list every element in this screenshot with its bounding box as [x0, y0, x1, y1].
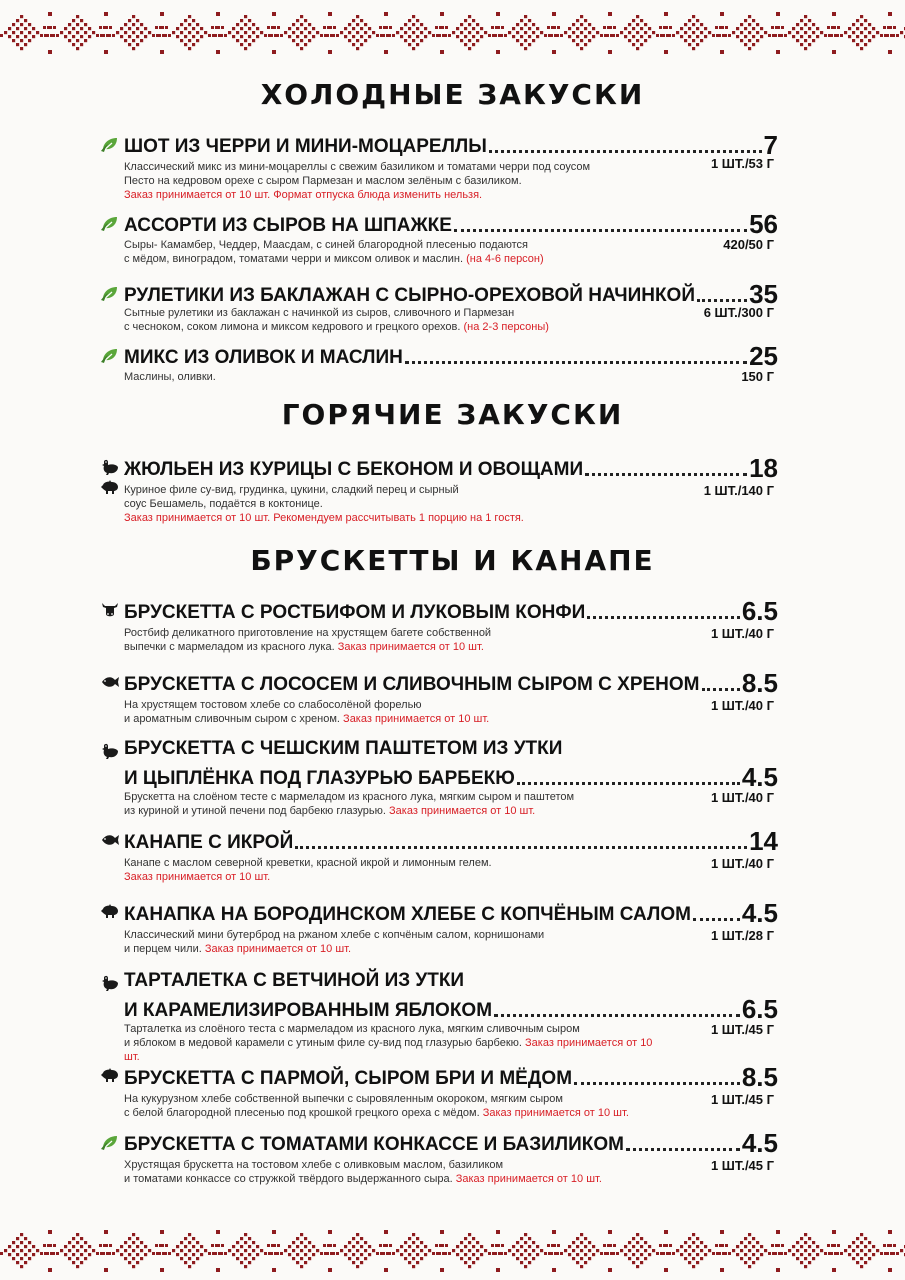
ornament-motif — [100, 1233, 167, 1268]
leaf-icon — [100, 214, 120, 232]
dot-leader — [702, 687, 740, 691]
order-note: Заказ принимается от 10 шт. — [455, 1173, 602, 1185]
order-note: (на 4-6 персон) — [466, 253, 544, 265]
item-name: И ЦЫПЛЁНКА ПОД ГЛАЗУРЬЮ БАРБЕКЮ — [124, 768, 515, 789]
ornament-motif — [156, 15, 223, 50]
chicken-icon — [100, 974, 120, 992]
chicken-icon — [100, 458, 120, 476]
item-name-line1: БРУСКЕТТА С ЧЕШСКИМ ПАШТЕТОМ ИЗ УТКИ — [124, 738, 563, 759]
item-desc-line2 — [124, 1172, 664, 1186]
item-description — [124, 1092, 664, 1120]
item-description — [124, 856, 664, 884]
item-desc-line2 — [124, 497, 664, 511]
item-name: МИКС ИЗ ОЛИВОК И МАСЛИН — [124, 347, 403, 368]
item-price: 18 — [749, 453, 778, 483]
item-desc-line2-text: и томатами конкассе со стружкой твёрдого выдержанного сыра. — [124, 1173, 453, 1185]
ornament-motif — [44, 1233, 111, 1268]
order-note: Заказ принимается от 10 шт. — [482, 1107, 629, 1119]
order-note: Заказ принимается от 10 шт. — [204, 943, 352, 955]
cow-icon — [100, 601, 120, 619]
chicken-icon — [100, 742, 120, 760]
item-description — [124, 483, 664, 525]
ornament-motif — [380, 1233, 447, 1268]
ornament-border-bottom — [0, 1218, 905, 1280]
item-portion: 1 ШТ./40 Г — [710, 626, 774, 641]
item-desc-line2-text: с чесноком, соком лимона и миксом кедрового и грецкого орехов. — [124, 321, 461, 333]
item-portion: 1 ШТ./40 Г — [710, 856, 774, 871]
item-desc-line1: Сыры- Камамбер, Чеддер, Маасдам, с синей благородной плесенью подаются — [124, 239, 528, 251]
item-price: 6.5 — [741, 994, 778, 1024]
item-desc-line1: Классический мини бутерброд на ржаном хлебе с копчёным салом, корнишонами — [124, 929, 545, 941]
item-desc-line1: Тарталетка из слоёного теста с мармеладом из красного лука, мягким сливочным сыром — [124, 1023, 580, 1035]
ornament-motif — [548, 1233, 615, 1268]
ornament-motif — [44, 15, 111, 50]
item-desc-line1: Хрустящая брускетта на тостовом хлебе с оливковым маслом, базиликом — [124, 1159, 504, 1171]
item-desc-line2 — [124, 640, 664, 654]
item-description — [124, 238, 664, 266]
dot-leader — [693, 917, 740, 921]
item-price: 25 — [749, 341, 778, 371]
item-desc-line1: Ростбиф деликатного приготовление на хрустящем багете собственной — [124, 627, 492, 639]
dot-leader — [494, 1013, 740, 1017]
item-desc-line2-text: и яблоком в медовой карамели с утиным филе су-вид под глазурью барбекю. — [124, 1037, 522, 1049]
item-price: 8.5 — [741, 668, 778, 698]
item-description — [124, 370, 664, 384]
item-desc-line2-text: с мёдом, виноградом, томатами черри и миксом оливок и маслин. — [124, 253, 464, 265]
ornament-motif — [324, 1233, 391, 1268]
ornament-border-top — [0, 0, 905, 62]
item-description — [124, 928, 664, 956]
item-price: 7 — [763, 130, 778, 160]
item-portion: 1 ШТ./40 Г — [710, 698, 774, 713]
section-title-hot: ГОРЯЧИЕ ЗАКУСКИ — [281, 398, 624, 431]
item-desc-line2-text: и перцем чили. — [124, 943, 202, 955]
dot-leader — [587, 615, 740, 619]
ornament-motif — [0, 15, 55, 50]
item-name: АССОРТИ ИЗ СЫРОВ НА ШПАЖКЕ — [124, 215, 452, 236]
item-price: 35 — [749, 279, 778, 309]
item-name-line1: ТАРТАЛЕТКА С ВЕТЧИНОЙ ИЗ УТКИ — [124, 970, 465, 991]
item-description — [124, 1158, 664, 1186]
ornament-motif — [772, 1233, 839, 1268]
item-portion: 1 ШТ./45 Г — [710, 1158, 774, 1173]
item-desc-line2 — [124, 1106, 664, 1120]
order-note: Заказ принимается от 10 шт. — [343, 713, 490, 725]
item-desc-line2 — [124, 804, 664, 818]
section-title-bruschetta: БРУСКЕТТЫ И КАНАПЕ — [250, 544, 655, 577]
item-desc-line2-text: выпечки с мармеладом из красного лука. — [124, 641, 335, 653]
order-note: Заказ принимается от 10 шт. — [389, 805, 536, 817]
section-title-cold: ХОЛОДНЫЕ ЗАКУСКИ — [260, 78, 645, 111]
item-name: КАНАПЕ С ИКРОЙ — [124, 832, 294, 853]
ornament-motif — [884, 15, 905, 50]
item-portion: 6 ШТ./300 Г — [703, 305, 774, 320]
ornament-motif — [884, 1233, 905, 1268]
dot-leader — [517, 781, 740, 785]
item-desc-line1: Сытные рулетики из баклажан с начинкой из сыров, сливочного и Пармезан — [124, 307, 515, 319]
ornament-motif — [100, 15, 167, 50]
pig-icon — [100, 1067, 120, 1085]
item-desc-line1: Маслины, оливки. — [124, 371, 216, 383]
item-price: 4.5 — [741, 762, 778, 792]
item-desc-line2 — [124, 320, 664, 334]
item-desc-line1: Классический микс из мини-моцареллы с свежим базиликом и томатами черри под соусом — [124, 161, 591, 173]
item-desc-line2-text: соус Бешамель, подаётся в коктонице. — [124, 498, 323, 510]
pig-icon — [100, 903, 120, 921]
item-desc-line2 — [124, 252, 664, 266]
item-desc-line1: На кукурузном хлебе собственной выпечки с сыровяленным окороком, мягким сыром — [124, 1093, 563, 1105]
item-price: 6.5 — [741, 596, 778, 626]
ornament-motif — [156, 1233, 223, 1268]
ornament-motif — [660, 15, 727, 50]
item-description — [124, 698, 664, 726]
item-description — [124, 1022, 664, 1064]
ornament-motif — [0, 1233, 55, 1268]
item-description — [124, 626, 664, 654]
ornament-motif — [324, 15, 391, 50]
item-portion: 1 ШТ./45 Г — [710, 1092, 774, 1107]
ornament-motif — [548, 15, 615, 50]
dot-leader — [295, 845, 747, 849]
item-portion: 1 ШТ./40 Г — [710, 790, 774, 805]
ornament-motif — [660, 1233, 727, 1268]
item-desc-line2-text: из куриной и утиной печени под барбекю глазурью. — [124, 805, 386, 817]
item-portion: 1 ШТ./53 Г — [710, 156, 774, 171]
order-note: Заказ принимается от 10 шт. Формат отпуска блюда изменить нельзя. — [124, 189, 483, 201]
ornament-motif — [492, 1233, 559, 1268]
pig-icon — [100, 479, 120, 495]
order-note: Заказ принимается от 10 шт. Рекомендуем рассчитывать 1 порцию на 1 гостя. — [124, 512, 524, 524]
item-price: 4.5 — [741, 1128, 778, 1158]
ornament-motif — [492, 15, 559, 50]
dot-leader — [574, 1081, 740, 1085]
item-name: ШОТ ИЗ ЧЕРРИ И МИНИ-МОЦАРЕЛЛЫ — [124, 136, 487, 157]
item-portion: 420/50 Г — [723, 237, 774, 252]
item-name: КАНАПКА НА БОРОДИНСКОМ ХЛЕБЕ С КОПЧЁНЫМ САЛОМ — [124, 904, 691, 925]
item-description — [124, 160, 664, 202]
ornament-motif — [212, 15, 279, 50]
item-name: РУЛЕТИКИ ИЗ БАКЛАЖАН С СЫРНО-ОРЕХОВОЙ НАЧИНКОЙ — [124, 285, 695, 306]
ornament-motif — [828, 1233, 895, 1268]
order-note: Заказ принимается от 10 шт. — [337, 641, 484, 653]
item-price: 4.5 — [741, 898, 778, 928]
order-note: (на 2-3 персоны) — [463, 321, 549, 333]
item-name: БРУСКЕТТА С РОСТБИФОМ И ЛУКОВЫМ КОНФИ — [124, 602, 586, 623]
item-desc-line2 — [124, 174, 664, 188]
item-price: 14 — [749, 826, 778, 856]
order-note: Заказ принимается от 10 шт. — [124, 871, 271, 883]
item-price: 8.5 — [741, 1062, 778, 1092]
ornament-motif — [436, 1233, 503, 1268]
leaf-icon — [100, 284, 120, 302]
ornament-motif — [268, 1233, 335, 1268]
item-desc-line2-text: с белой благородной плесенью под крошкой грецкого ореха с мёдом. — [124, 1107, 480, 1119]
item-name: И КАРАМЕЛИЗИРОВАННЫМ ЯБЛОКОМ — [124, 1000, 493, 1021]
item-name: БРУСКЕТТА С ЛОСОСЕМ И СЛИВОЧНЫМ СЫРОМ С ХРЕНОМ — [124, 674, 700, 695]
dot-leader — [585, 472, 747, 476]
item-portion: 1 ШТ./28 Г — [710, 928, 774, 943]
item-name: ЖЮЛЬЕН ИЗ КУРИЦЫ С БЕКОНОМ И ОВОЩАМИ — [124, 459, 584, 480]
order-note: Заказ принимается от 10 шт. — [124, 1037, 653, 1063]
item-description — [124, 790, 664, 818]
leaf-icon — [100, 135, 120, 153]
item-desc-line2 — [124, 942, 664, 956]
item-desc-line1: Канапе с маслом северной креветки, красной икрой и лимонным гелем. — [124, 857, 492, 869]
ornament-motif — [772, 15, 839, 50]
fish-icon — [100, 831, 120, 849]
item-desc-line1: На хрустящем тостовом хлебе со слабосолёной форелью — [124, 699, 422, 711]
item-desc-line1: Брускетта на слоёном тесте с мармеладом из красного лука, мягким сыром и паштетом — [124, 791, 575, 803]
item-portion: 150 Г — [741, 369, 774, 384]
dot-leader — [626, 1147, 740, 1151]
ornament-motif — [604, 1233, 671, 1268]
item-desc-line1: Куриное филе су-вид, грудинка, цукини, сладкий перец и сырный — [124, 484, 459, 496]
ornament-motif — [828, 15, 895, 50]
item-name: БРУСКЕТТА С ТОМАТАМИ КОНКАССЕ И БАЗИЛИКОМ — [124, 1134, 624, 1155]
leaf-icon — [100, 346, 120, 364]
dot-leader — [454, 228, 747, 232]
item-desc-line2 — [124, 1036, 664, 1064]
ornament-motif — [436, 15, 503, 50]
item-portion: 1 ШТ./140 Г — [703, 483, 774, 498]
fish-icon — [100, 673, 120, 691]
ornament-motif — [716, 1233, 783, 1268]
leaf-icon — [100, 1133, 120, 1151]
item-price: 56 — [749, 209, 778, 239]
dot-leader — [405, 360, 747, 364]
item-desc-line2-text: и ароматным сливочным сыром с хреном. — [124, 713, 340, 725]
item-name: БРУСКЕТТА С ПАРМОЙ, СЫРОМ БРИ И МЁДОМ — [124, 1068, 573, 1089]
ornament-motif — [716, 15, 783, 50]
ornament-motif — [212, 1233, 279, 1268]
ornament-motif — [604, 15, 671, 50]
dot-leader — [697, 298, 747, 302]
ornament-motif — [268, 15, 335, 50]
item-description — [124, 306, 664, 334]
item-desc-line2-text: Песто на кедровом орехе с сыром Пармезан и маслом зелёным с базиликом. — [124, 175, 522, 187]
dot-leader — [489, 149, 762, 153]
item-desc-line2 — [124, 712, 664, 726]
item-portion: 1 ШТ./45 Г — [710, 1022, 774, 1037]
ornament-motif — [380, 15, 447, 50]
